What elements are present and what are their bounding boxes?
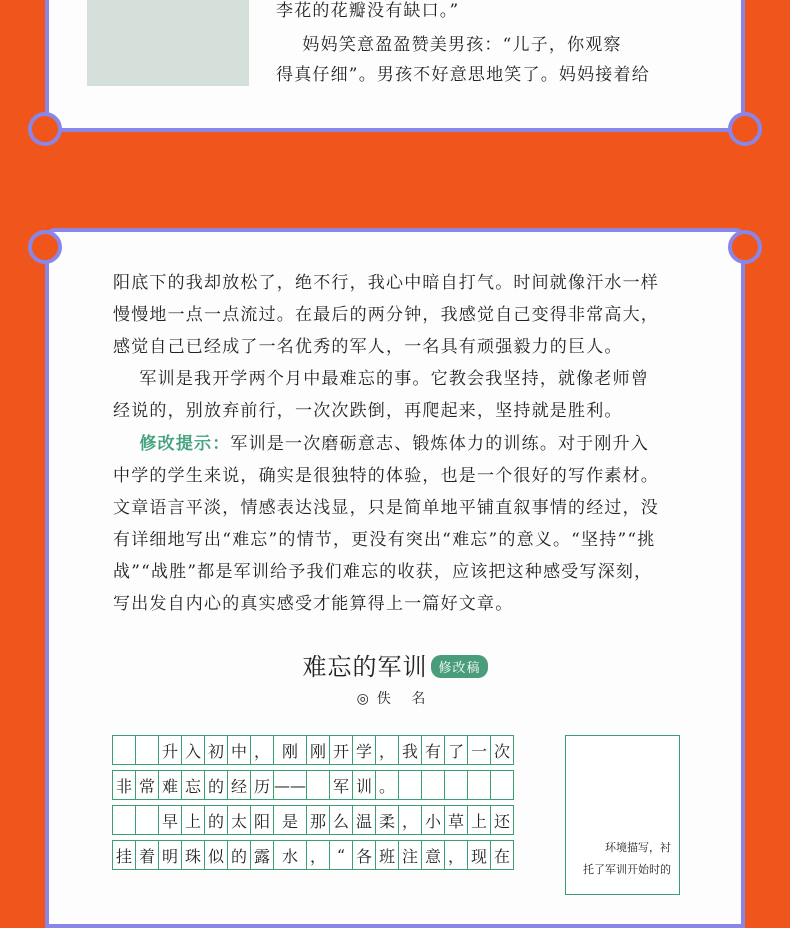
grid-cell: 明 bbox=[159, 841, 182, 870]
top-line-2: 妈妈笑意盈盈赞美男孩：“儿子，你观察 bbox=[276, 35, 622, 55]
grid-cell: 开 bbox=[330, 736, 353, 765]
grid-cell: 各 bbox=[353, 841, 376, 870]
hint-text: 军训是一次磨砺意志、锻炼体力的训练。对于刚升入 bbox=[230, 434, 650, 454]
grid-cell: 班 bbox=[376, 841, 399, 870]
hint-line: 中学的学生来说，确实是很独特的体验，也是一个很好的写作素材。 bbox=[113, 466, 659, 486]
grid-cell: 。 bbox=[376, 771, 399, 800]
grid-cell: 升 bbox=[159, 736, 182, 765]
grid-cell: ， bbox=[376, 736, 399, 765]
grid-cell: 上 bbox=[182, 806, 205, 835]
grid-cell: 难 bbox=[159, 771, 182, 800]
hint-line: 有详细地写出“难忘”的情节，更没有突出“难忘”的意义。“坚持”“挑 bbox=[113, 530, 656, 550]
grid-cell: 经 bbox=[228, 771, 251, 800]
grid-cell bbox=[136, 806, 159, 835]
grid-cell: ， bbox=[307, 841, 330, 870]
grid-cell: 是 bbox=[274, 806, 307, 835]
grid-cell: 的 bbox=[205, 806, 228, 835]
grid-cell: “ bbox=[330, 841, 353, 870]
grid-cell: 意 bbox=[422, 841, 445, 870]
grid-cell bbox=[468, 771, 491, 800]
grid-row bbox=[113, 736, 514, 765]
essay-line: 阳底下的我却放松了，绝不行，我心中暗自打气。时间就像汗水一样 bbox=[113, 273, 659, 293]
essay-title bbox=[0, 647, 790, 682]
grid-cell: 非 bbox=[113, 771, 136, 800]
essay-line: 军训是我开学两个月中最难忘的事。它教会我坚持，就像老师曾 bbox=[113, 369, 650, 389]
essay-title-text: 难忘的军训 bbox=[302, 653, 428, 681]
card-notch-right bbox=[728, 230, 762, 264]
grid-cell: 早 bbox=[159, 806, 182, 835]
grid-cell: 么 bbox=[330, 806, 353, 835]
grid-cell: 中 bbox=[228, 736, 251, 765]
grid-row bbox=[113, 771, 514, 800]
grid-cell: 的 bbox=[205, 771, 228, 800]
illustration-box bbox=[87, 0, 249, 86]
grid-cell: 有 bbox=[422, 736, 445, 765]
grid-cell bbox=[113, 806, 136, 835]
revision-badge: 修改稿 bbox=[431, 655, 487, 678]
hint-line: 战”“战胜”都是军训给予我们难忘的收获，应该把这种感受写深刻， bbox=[113, 562, 653, 582]
grid-cell: 的 bbox=[228, 841, 251, 870]
grid-cell bbox=[399, 771, 422, 800]
hint-label: 修改提示： bbox=[139, 434, 231, 454]
grid-cell bbox=[445, 771, 468, 800]
hint-line: 文章语言平淡，情感表达浅显，只是简单地平铺直叙事情的经过，没 bbox=[113, 498, 659, 518]
side-note-line: 环境描写，衬 bbox=[605, 841, 671, 854]
grid-cell bbox=[307, 771, 330, 800]
grid-cell: 珠 bbox=[182, 841, 205, 870]
grid-cell: 挂 bbox=[113, 841, 136, 870]
grid-row bbox=[113, 841, 514, 870]
grid-cell: ， bbox=[251, 736, 274, 765]
card-notch-left bbox=[28, 112, 62, 146]
grid-row bbox=[113, 806, 514, 835]
grid-cell: 水 bbox=[274, 841, 307, 870]
grid-cell: 刚 bbox=[307, 736, 330, 765]
grid-cell: 了 bbox=[445, 736, 468, 765]
essay-line: 经说的，别放弃前行，一次次跌倒，再爬起来，坚持就是胜利。 bbox=[113, 401, 623, 421]
grid-cell: 注 bbox=[399, 841, 422, 870]
hint-line: 写出发自内心的真实感受才能算得上一篇好文章。 bbox=[113, 594, 514, 614]
top-line-3: 得真仔细”。男孩不好意思地笑了。妈妈接着给 bbox=[276, 65, 650, 85]
grid-cell: —— bbox=[274, 771, 307, 800]
essay-author: ◎佚 名 bbox=[356, 691, 434, 707]
grid-cell: 训 bbox=[353, 771, 376, 800]
grid-cell: 军 bbox=[330, 771, 353, 800]
grid-cell bbox=[113, 736, 136, 765]
grid-cell: 温 bbox=[353, 806, 376, 835]
grid-cell: 次 bbox=[491, 736, 514, 765]
grid-cell: 阳 bbox=[251, 806, 274, 835]
grid-cell: 上 bbox=[468, 806, 491, 835]
grid-cell bbox=[422, 771, 445, 800]
grid-cell: 在 bbox=[491, 841, 514, 870]
hint-first-line bbox=[113, 429, 649, 454]
grid-cell: 那 bbox=[307, 806, 330, 835]
essay-line: 慢慢地一点一点流过。在最后的两分钟，我感觉自己变得非常高大， bbox=[113, 305, 659, 325]
grid-cell: ， bbox=[445, 841, 468, 870]
grid-cell bbox=[491, 771, 514, 800]
side-note bbox=[565, 735, 680, 895]
essay-line: 感觉自己已经成了一名优秀的军人，一名具有顽强毅力的巨人。 bbox=[113, 337, 623, 357]
grid-cell: 现 bbox=[468, 841, 491, 870]
grid-cell: 太 bbox=[228, 806, 251, 835]
grid-cell: 草 bbox=[445, 806, 468, 835]
side-note-line: 托了军训开始时的 bbox=[583, 863, 671, 876]
grid-cell: 学 bbox=[353, 736, 376, 765]
card-notch-right bbox=[728, 112, 762, 146]
grid-cell: 着 bbox=[136, 841, 159, 870]
grid-cell: 还 bbox=[491, 806, 514, 835]
grid-cell: 柔 bbox=[376, 806, 399, 835]
top-line-1: 李花的花瓣没有缺口。” bbox=[276, 1, 460, 21]
grid-cell bbox=[136, 736, 159, 765]
grid-cell: ， bbox=[399, 806, 422, 835]
grid-cell: 我 bbox=[399, 736, 422, 765]
grid-cell: 常 bbox=[136, 771, 159, 800]
grid-cell: 刚 bbox=[274, 736, 307, 765]
grid-cell: 露 bbox=[251, 841, 274, 870]
grid-cell: 忘 bbox=[182, 771, 205, 800]
grid-cell: 初 bbox=[205, 736, 228, 765]
grid-cell: 入 bbox=[182, 736, 205, 765]
grid-cell: 小 bbox=[422, 806, 445, 835]
manuscript-grid bbox=[112, 735, 514, 870]
grid-cell: 似 bbox=[205, 841, 228, 870]
grid-cell: 一 bbox=[468, 736, 491, 765]
card-notch-left bbox=[28, 230, 62, 264]
grid-cell: 历 bbox=[251, 771, 274, 800]
